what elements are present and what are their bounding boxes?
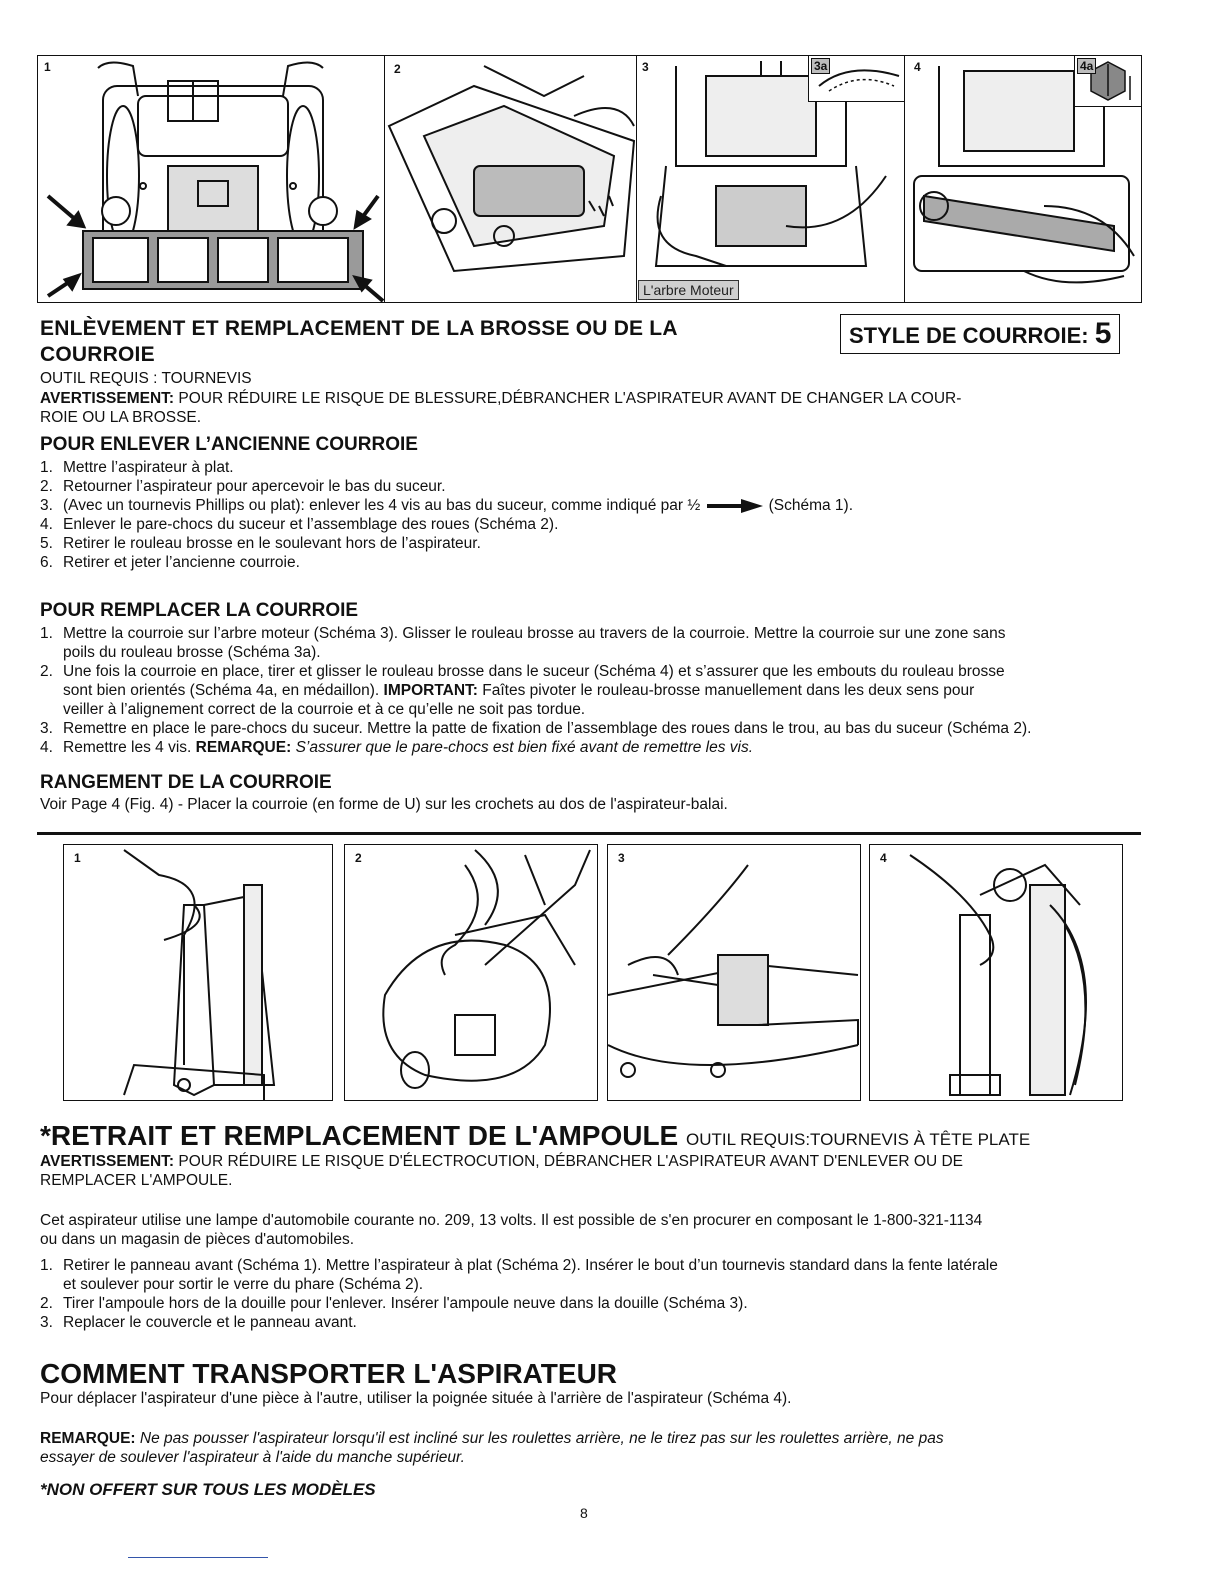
bulb-steps (40, 1256, 1160, 1332)
carry-handle-illustration (870, 845, 1122, 1100)
bulb-warning-text-2: REMPLACER L'AMPOULE. (40, 1172, 233, 1189)
list-item: 1. Retirer le panneau avant (Schéma 1). Mettre l’aspirateur à plat (Schéma 2). Insérer le bout d’un tournevis standard dans la fente latérale et soulever pour sortir le verre du phare (Schéma 2). (40, 1257, 998, 1293)
section-title-line-2: COURROIE (40, 343, 155, 366)
figure-2-remove-bumper (384, 56, 637, 302)
heading-replace-belt: POUR REMPLACER LA COURROIE (40, 600, 359, 621)
front-panel-removal-illustration (64, 845, 332, 1100)
belt-style-number: 5 (1094, 317, 1112, 350)
tool-required: OUTIL REQUIS : TOURNEVIS (40, 370, 252, 387)
list-item: 1. Mettre l’aspirateur à plat. (40, 459, 234, 476)
bulb-figure-2-label: 2 (355, 851, 362, 865)
remove-belt-steps (40, 458, 1160, 572)
transport-note-label: REMARQUE: (40, 1430, 136, 1447)
warning-label: AVERTISSEMENT: (40, 390, 175, 407)
figure-3a-label: 3a (811, 58, 830, 74)
list-item: 1. Mettre la courroie sur l’arbre moteur (Schéma 3). Glisser le rouleau brosse au travers de la courroie. Mettre la courroie sur une zone sans poils du rouleau brosse (Schéma 3a). (40, 625, 1006, 661)
bulb-replace-illustration (608, 845, 860, 1100)
heading-belt-storage: RANGEMENT DE LA COURROIE (40, 772, 332, 793)
section-title-line-1: ENLÈVEMENT ET REMPLACEMENT DE LA BROSSE OU DE LA (40, 317, 678, 340)
figure-1-nozzle-screws (38, 56, 385, 302)
bulb-info-line-1: Cet aspirateur utilise une lampe d'automobile courante no. 209, 13 volts. Il est possible de s'en procurer en composant le 1-800-321-1134 (40, 1212, 983, 1229)
bulb-info (40, 1211, 1160, 1249)
bulb-info-line-2: ou dans un magasin de pièces d'automobiles. (40, 1231, 355, 1248)
nozzle-bottom-illustration (38, 56, 384, 302)
section-divider (37, 832, 1141, 835)
footer-rule (128, 1557, 268, 1558)
page-number: 8 (580, 1505, 588, 1521)
bulb-figure-4-label: 4 (880, 851, 887, 865)
bulb-warning-text-1: POUR RÉDUIRE LE RISQUE D'ÉLECTROCUTION, DÉBRANCHER L'ASPIRATEUR AVANT D'ENLEVER OU DE (178, 1153, 963, 1170)
list-item: 2. Une fois la courroie en place, tirer et glisser le rouleau brosse dans le suceur (Schéma 4) et s’assurer que les embouts du rouleau brosse sont bien orientés (Schéma 4a, en médaillon). IMPORTANT: Faîtes pivoter le rouleau-brosse manuellement dans les deux sens pour veiller à l’alignement correct de la courroie et à ce qu’elle ne soit pas tordue. (40, 663, 1005, 718)
heading-remove-belt: POUR ENLEVER L’ANCIENNE COURROIE (40, 434, 418, 455)
replace-belt-steps (40, 624, 1160, 757)
list-item: 4. Remettre les 4 vis. REMARQUE: S’assurer que le pare-chocs est bien fixé avant de remettre les vis. (40, 739, 754, 756)
top-figure-strip (37, 55, 1142, 303)
figure-3-label: 3 (642, 60, 649, 74)
list-item: 3. Remettre en place le pare-chocs du suceur. Mettre la patte de fixation de l’assemblage des roues dans le trou, au bas du suceur (Schéma 2). (40, 720, 1032, 737)
section-title-brush-belt (40, 316, 800, 368)
bulb-figure-3 (607, 844, 861, 1101)
figure-3a-inset (808, 56, 904, 102)
warning-text-1: POUR RÉDUIRE LE RISQUE DE BLESSURE,DÉBRANCHER L'ASPIRATEUR AVANT DE CHANGER LA COUR- (178, 390, 962, 407)
figure-4-label: 4 (914, 60, 921, 74)
transport-note-line-2: essayer de soulever l'aspirateur à l'aide du manche supérieur. (40, 1449, 465, 1466)
figure-3-belt-on-shaft (636, 56, 905, 302)
list-item: 4. Enlever le pare-chocs du suceur et l’assemblage des roues (Schéma 2). (40, 516, 559, 533)
belt-storage-text: Voir Page 4 (Fig. 4) - Placer la courroie (en forme de U) sur les crochets au dos de l'aspirateur-balai. (40, 796, 728, 813)
transport-text: Pour déplacer l'aspirateur d'une pièce à l'autre, utiliser la poignée située à l'arrière de l'aspirateur (Schéma 4). (40, 1390, 792, 1407)
bulb-figure-1-label: 1 (74, 851, 81, 865)
bulb-figure-1 (63, 844, 333, 1101)
bulb-tool-required: OUTIL REQUIS:TOURNEVIS À TÊTE PLATE (686, 1130, 1031, 1149)
figure-1-label: 1 (44, 60, 51, 74)
list-item: 2. Retourner l’aspirateur pour apercevoir le bas du suceur. (40, 478, 446, 495)
warning-belt (40, 389, 1150, 427)
list-item: 3. Replacer le couvercle et le panneau avant. (40, 1314, 357, 1331)
transport-title: COMMENT TRANSPORTER L'ASPIRATEUR (40, 1358, 618, 1389)
bulb-figure-2 (344, 844, 598, 1101)
bumper-removal-illustration (384, 56, 636, 302)
list-item: 2. Tirer l'ampoule hors de la douille pour l'enlever. Insérer l'ampoule neuve dans la douille (Schéma 3). (40, 1295, 748, 1312)
list-item: 5. Retirer le rouleau brosse en le soulevant hors de l’aspirateur. (40, 535, 481, 552)
belt-style-box (840, 314, 1120, 354)
figure-4-brushroll-in-nozzle (904, 56, 1141, 302)
bulb-figure-4 (869, 844, 1123, 1101)
list-item: 3. (Avec un tournevis Phillips ou plat): enlever les 4 vis au bas du suceur, comme indiqué par ½ (Schéma 1). (40, 497, 854, 514)
bulb-section-title (40, 1120, 1030, 1156)
footnote: *NON OFFERT SUR TOUS LES MODÈLES (40, 1480, 376, 1499)
transport-note-line-1: Ne pas pousser l'aspirateur lorsqu'il est incliné sur les roulettes arrière, ne le tirez pas sur les roulettes arrière, ne pas (139, 1430, 944, 1447)
list-item: 6. Retirer et jeter l’ancienne courroie. (40, 554, 300, 571)
bulb-warning-label: AVERTISSEMENT: (40, 1153, 175, 1170)
lens-removal-illustration (345, 845, 597, 1100)
arrow-right-icon (707, 499, 763, 513)
figure-4a-inset (1074, 56, 1141, 107)
transport-note (40, 1429, 1160, 1467)
bulb-title: *RETRAIT ET REMPLACEMENT DE L'AMPOULE (40, 1120, 679, 1151)
figure-3-caption: L'arbre Moteur (638, 280, 739, 300)
bulb-figure-3-label: 3 (618, 851, 625, 865)
figure-4a-label: 4a (1077, 58, 1096, 74)
warning-text-2: ROIE OU LA BROSSE. (40, 409, 202, 426)
belt-style-label: STYLE DE COURROIE: (849, 323, 1089, 348)
figure-2-label: 2 (394, 62, 401, 76)
warning-bulb (40, 1152, 1150, 1190)
